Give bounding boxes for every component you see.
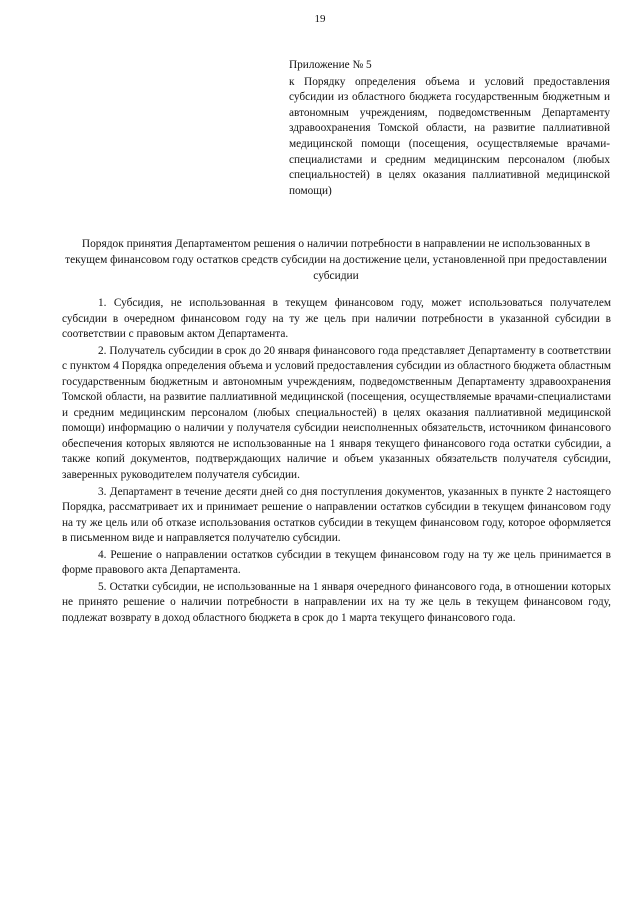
appendix-block	[289, 58, 610, 199]
document-title: Порядок принятия Департаментом решения о наличии потребности в направлении не использованных в текущем финансовом году остатков средств субсидии на достижение цели, установленной при предоставлении субсидии	[65, 238, 607, 282]
paragraph-4: 4. Решение о направлении остатков субсидии в текущем финансовом году на ту же цель принимается в форме правового акта Департамента.	[62, 548, 611, 577]
paragraph-2: 2. Получатель субсидии в срок до 20 января финансового года представляет Департаменту в соответствии с пунктом 4 Порядка определения объема и условий предоставления субсидии из областного бюджета областным государственным бюджетным и автономным учреждениям, подведомственным Департаменту здравоохранения Томской области, на развитие паллиативной медицинской (посещения, осуществляемые врачами-специалистами и средним медицинским персоналом (любых специальностей) в целях оказания паллиативной медицинской помощи) информацию о наличии у получателя субсидии неисполненных обязательств, источником финансового обеспечения которых являются не использованные на 1 января текущего финансового года остатки субсидии, а также копий документов, подтверждающих наличие и объем указанных обязательств получателя субсидии, заверенных руководителем получателя субсидии.	[62, 344, 611, 482]
paragraph-5: 5. Остатки субсидии, не использованные на 1 января очередного финансового года, в отношении которых не принято решение о наличии потребности в направлении их на ту же цель в текущем финансовом году, подлежат возврату в доход областного бюджета в срок до 1 марта текущего финансового года.	[62, 580, 611, 624]
page-number: 19	[314, 13, 326, 25]
appendix-text: к Порядку определения объема и условий предоставления субсидии из областного бюджета государственным бюджетным и автономным учреждениям, подведомственным Департаменту здравоохранения Томской области, на развитие паллиативной медицинской помощи (посещения, осуществляемые врачами-специалистами и средним медицинским персоналом (любых специальностей) в целях оказания паллиативной медицинской помощи)	[289, 75, 610, 197]
appendix-title: Приложение № 5	[289, 59, 372, 71]
paragraph-1: 1. Субсидия, не использованная в текущем финансовом году, может использоваться получателем субсидии в очередном финансовом году на ту же цель при наличии потребности в указанной субсидии в соответствии с правовым актом Департамента.	[62, 297, 611, 341]
document-body	[62, 296, 611, 627]
paragraph-3: 3. Департамент в течение десяти дней со дня поступления документов, указанных в пункте 2 настоящего Порядка, рассматривает их и принимает решение о направлении остатков субсидии в текущем финансовом году на ту же цель или об отказе использования остатков субсидии в текущем финансовом году, которое оформляется в письменном виде и направляется получателю субсидии.	[62, 485, 611, 545]
